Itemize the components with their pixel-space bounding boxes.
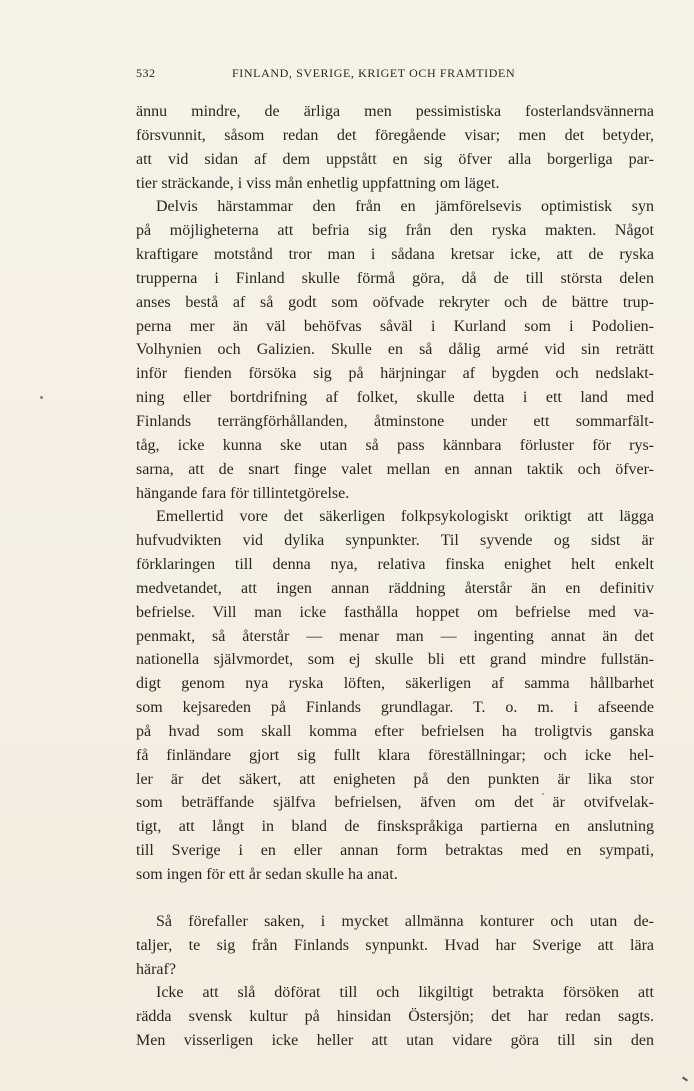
text-line: Icke att slå döförat till och likgiltigt betrakta försöken att [156,984,654,1002]
text-line: digt genom nya ryska löften, säkerligen af samma hållbarhet [136,675,654,693]
text-line: perna mer än väl behöfvas såväl i Kurland som i Podolien- [136,317,654,335]
text-line: ännu mindre, de ärliga men pessimistiska fosterlandsvännerna [136,103,654,120]
running-head: FINLAND, SVERIGE, KRIGET OCH FRAMTIDEN [232,66,516,80]
text-line: Finlands terrängförhållanden, åtminstone under ett sommarfält- [136,412,654,430]
text-line: häraf? [136,960,176,978]
text-line: hufvudvikten vid dylika synpunkter. Til syvende og sidst är [136,532,654,550]
text-line: Så förefaller saken, i mycket allmänna konturer och utan de- [156,912,654,930]
page-header [136,66,654,86]
text-line: på hvad som skall komma efter befrielsen ha troligtvis ganska [136,722,654,740]
text-line: trupperna i Finland skulle förmå göra, då de till största delen [136,269,654,287]
text-line: på möjligheterna att befria sig från den ryska makten. Något [136,222,654,240]
text-line: rädda svensk kultur på hinsidan Östersjön; det har redan sagts. [136,1008,654,1026]
body-text [136,100,654,1053]
text-line: Delvis härstammar den från en jämförelsevis optimistisk syn [156,198,654,216]
text-line: hängande fara för tillintetgörelse. [136,484,350,502]
text-line: nationella självmordet, som ej skulle bli ett grand mindre fullstän- [136,651,654,669]
text-line: Volhynien och Galizien. Skulle en så dålig armé vid sin reträtt [136,341,654,359]
text-line: tåg, icke kunna ske utan så pass kännbara förluster för rys- [136,436,654,454]
text-line: som beträffande själfva befrielsen, äfven om det är otvifvelak- [136,794,654,812]
text-line: tigt, att långt in bland de finskspråkiga partierna en anslutning [136,818,654,836]
text-line: ning eller bortdrifning af folket, skulle detta i ett land med [136,389,654,407]
corner-mark [682,1076,688,1081]
text-line: förklaringen till denna nya, relativa finska enighet helt enkelt [136,556,654,574]
paragraph-gap [136,887,654,910]
text-line: anses bestå af så godt som oöfvade rekryter och de bättre trup- [136,293,654,311]
text-line: inför fienden försöka sig på härjningar af bygden och nedslakt- [136,365,654,383]
text-line: försvunnit, såsom redan det föregående visar; men det betyder, [136,126,654,144]
text-line: befrielse. Vill man icke fasthålla hoppet om befrielse med va- [136,603,654,621]
text-line: Emellertid vore det säkerligen folkpsykologiskt oriktigt att lägga [156,508,654,526]
text-line: till Sverige i en eller annan form betraktas med en sympati, [136,842,654,860]
text-line: att vid sidan af dem uppstått en sig öfver alla borgerliga par- [136,150,654,168]
text-line: Men visserligen icke heller att utan vidare göra till sin den [136,1032,654,1050]
text-line: få finländare gjort sig fullt klara föreställningar; och icke hel- [136,746,654,764]
text-line: tier sträckande, i viss mån enhetlig uppfattning om läget. [136,174,500,192]
text-line: taljer, te sig från Finlands synpunkt. Hvad har Sverige att lära [136,936,654,954]
text-line: som ingen för ett år sedan skulle ha anat. [136,866,398,883]
text-line: ler är det säkert, att enigheten på den punkten är lika stor [136,770,654,788]
text-line: penmakt, så återstår — menar man — ingenting annat än det [136,627,654,645]
page-number: 532 [136,66,156,80]
text-line: medvetandet, att ingen annan räddning återstår än en definitiv [136,579,654,597]
text-line: som kejsareden på Finlands grundlagar. T. o. m. i afseende [136,699,654,717]
text-line: kraftigare motstånd tror man i sådana kretsar icke, att de ryska [136,246,654,264]
text-line: sarna, att de snart finge valet mellan en annan taktik och öfver- [136,460,654,478]
margin-mark [40,396,43,399]
